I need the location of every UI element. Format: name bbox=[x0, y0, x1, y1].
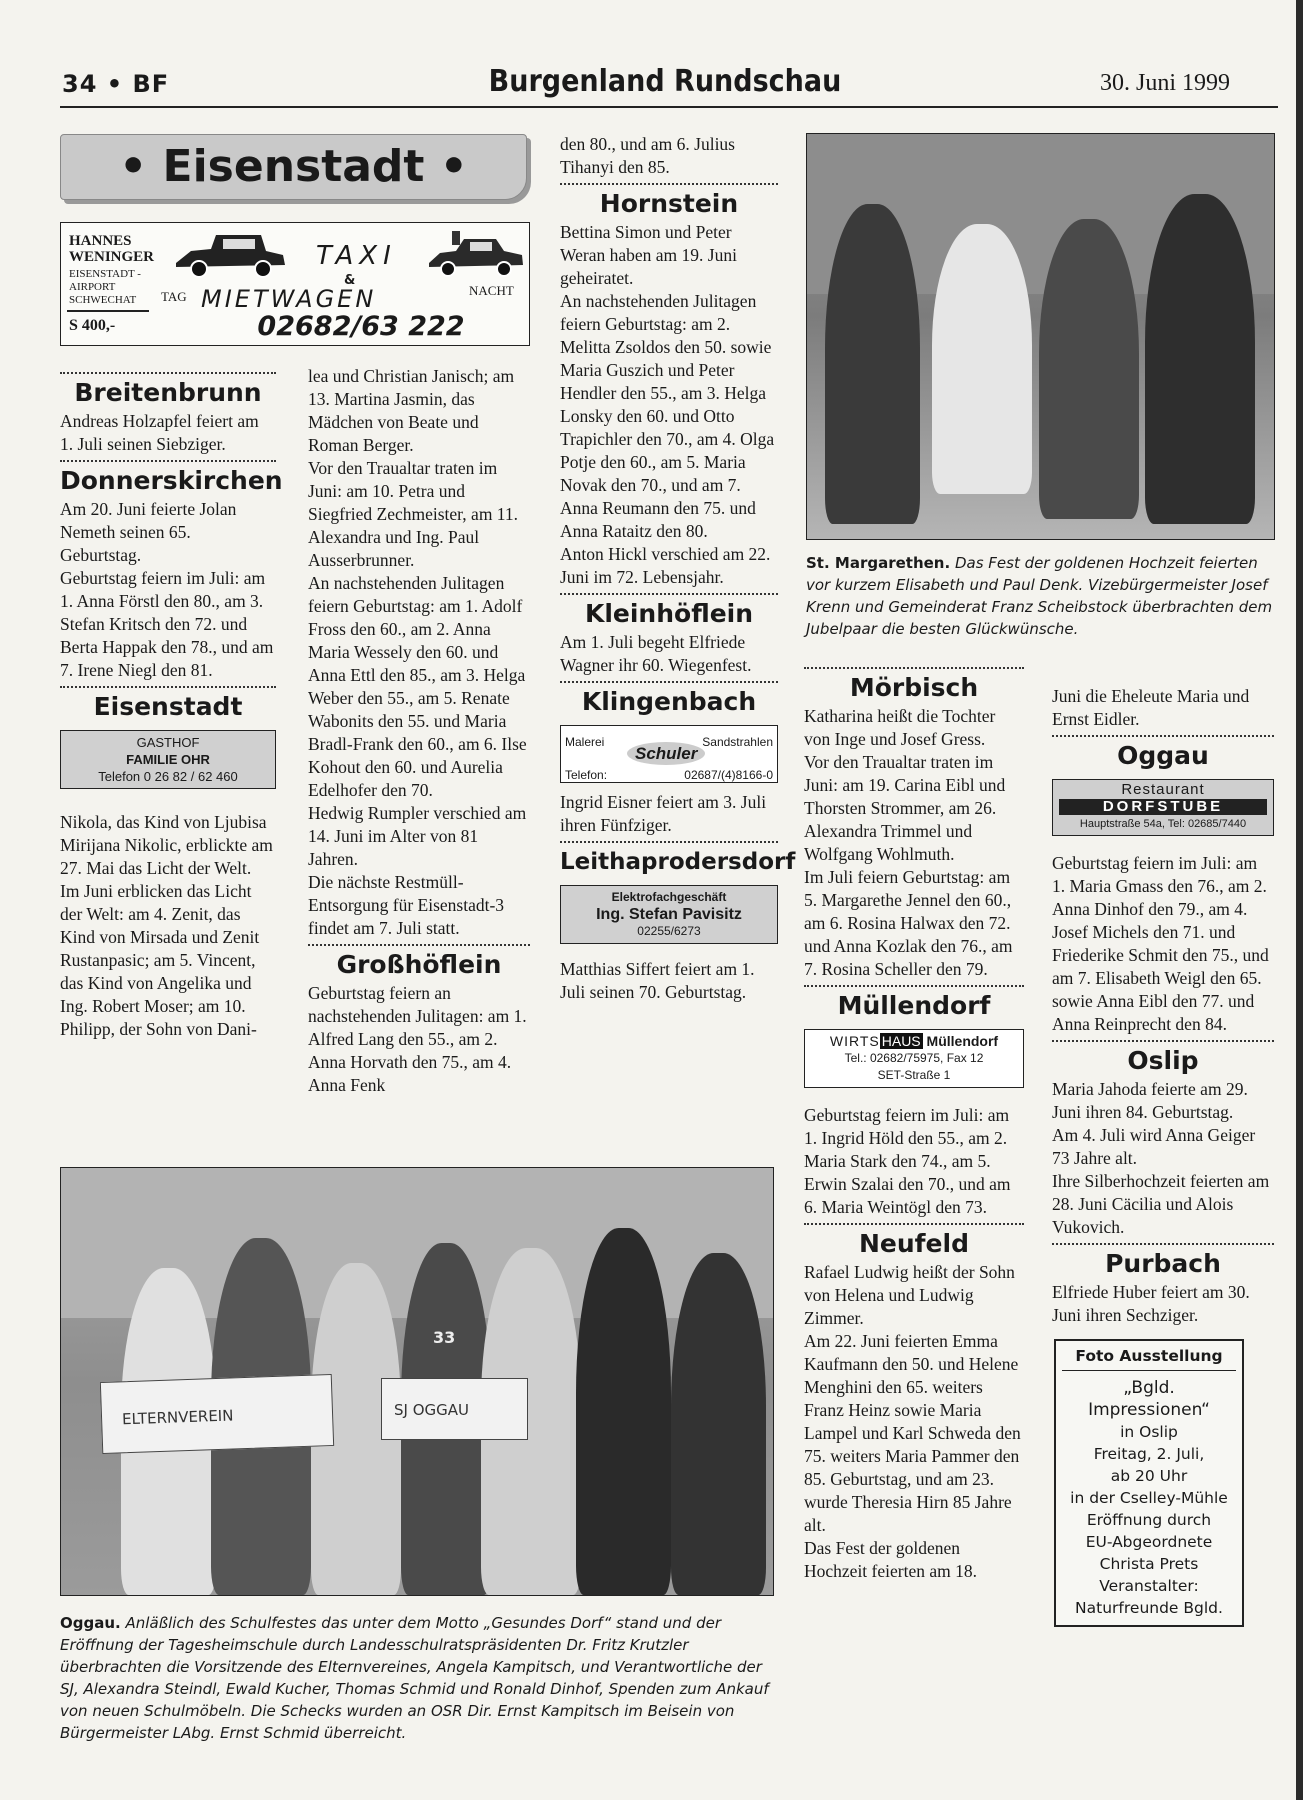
heading-kleinhoeflein: Kleinhöflein bbox=[584, 599, 754, 628]
ad-text: Sandstrahlen bbox=[702, 735, 773, 749]
divider bbox=[804, 985, 1024, 987]
exhibition-line: Eröffnung durch bbox=[1086, 1511, 1212, 1529]
column-3 bbox=[560, 133, 796, 1004]
exhibition-line: EU-Abgeordnete bbox=[1085, 1533, 1213, 1551]
heading-purbach: Purbach bbox=[1105, 1249, 1221, 1278]
text-block: Geburtstag feiern an nachstehenden Julitagen: am 1. Alfred Lang den 55., am 2. Anna Horvath den 75., am 4. Anna Fenk bbox=[308, 983, 527, 1095]
text-block: Maria Jahoda feierte am 29. Juni ihren 84. Geburtstag. bbox=[1052, 1079, 1248, 1122]
text-block: Geburtstag feiern im Juli: am 1. Ingrid Höld den 55., am 2. Maria Stark den 74., am 5. Erwin Szalai den 70., und am 6. Maria Weintögl den 73. bbox=[804, 1105, 1011, 1217]
divider bbox=[60, 686, 276, 688]
text-block: Am 1. Juli begeht Elfriede Wagner ihr 60. Wiegenfest. bbox=[560, 632, 752, 675]
divider bbox=[804, 667, 1024, 669]
text-block: Anton Hickl verschied am 22. Juni im 72. Lebensjahr. bbox=[560, 544, 771, 587]
text-block: Bettina Simon und Peter Weran haben am 19. Juni geheiratet. bbox=[560, 222, 737, 288]
divider bbox=[60, 460, 276, 462]
caption-place: Oggau. bbox=[60, 1614, 121, 1632]
divider bbox=[1052, 1243, 1274, 1245]
exhibition-line: Freitag, 2. Juli, bbox=[1093, 1445, 1205, 1463]
vintage-car-icon bbox=[171, 229, 291, 279]
ad-logo-text: Schuler bbox=[627, 742, 705, 765]
text-block: Matthias Siffert feiert am 1. Juli seinen 70. Geburtstag. bbox=[560, 959, 755, 1002]
person-figure bbox=[576, 1228, 671, 1595]
taxi-ad-name1: HANNES bbox=[69, 233, 132, 249]
text-block: Im Juni erblicken das Licht der Welt: am 4. Zenit, das Kind von Mirsada und Zenit Rustanpasic; am 5. Vincent, das Kind von Angelika und Ing. Robert Moser; am 10. Philipp, der Sohn von Dani- bbox=[60, 881, 260, 1039]
divider bbox=[804, 1223, 1024, 1225]
exhibition-box bbox=[1054, 1339, 1244, 1627]
text-block: Nikola, das Kind von Ljubisa Mirijana Nikolic, erblickte am 27. Mai das Licht der Welt. bbox=[60, 812, 273, 878]
divider bbox=[560, 681, 778, 683]
ad-line: SET-Straße 1 bbox=[877, 1068, 951, 1082]
heading-oggau: Oggau bbox=[1117, 741, 1209, 770]
caption-golden-wedding bbox=[806, 552, 1276, 640]
text-block: Elfriede Huber feiert am 30. Juni ihren Sechziger. bbox=[1052, 1282, 1250, 1325]
exhibition-line: in Oslip bbox=[1120, 1423, 1178, 1441]
taxi-ad-place2: AIRPORT bbox=[69, 281, 116, 293]
column-1 bbox=[60, 368, 283, 1041]
divider bbox=[60, 372, 276, 374]
text-block: Die nächste Restmüll-Entsorgung für Eisenstadt-3 findet am 7. Juli statt. bbox=[308, 872, 505, 938]
banner-title: • Eisenstadt • bbox=[119, 141, 468, 192]
caption-text: Anläßlich des Schulfestes das unter dem Motto „Gesundes Dorf“ stand und der Eröffnung der Tagesheimschule durch Landesschulratspräsidenten Dr. Fritz Krutzler überbrachten die Vorsitzende des Elternvereines, Angela Kampitsch, und Verantwortliche der SJ, Alexandra Steindl, Ewald Kucher, Thomas Schmid und Ronald Dinhof, Spenden zum Ankauf von neuen Schulmöbeln. Die Schecks wurden an OSR Dir. Ernst Kampitsch im Beisein von Bürgermeister LAbg. Ernst Schmid überreicht. bbox=[60, 1614, 769, 1742]
heading-muellendorf: Müllendorf bbox=[837, 991, 991, 1020]
text-block: Das Fest der goldenen Hochzeit feierten am 18. bbox=[804, 1538, 977, 1581]
check-text: SJ OGGAU bbox=[394, 1401, 470, 1419]
text-block: Vor den Traualtar traten im Juni: am 19. Carina Eibl und Thorsten Strommer, am 26. Alexandra Trimmel und Wolfgang Wohlmuth. bbox=[804, 752, 1006, 864]
text-block: Am 22. Juni feierten Emma Kaufmann den 50. und Helene Menghini den 65. weiters Franz Heinz sowie Maria Lampel und Karl Schweda den 75. weiters Maria Pammer den 85. Geburtstag, und am 23. wurde Theresia Hirn 85 Jahre alt. bbox=[804, 1331, 1021, 1535]
taxi-ad-tag: TAG bbox=[161, 289, 187, 304]
heading-leithaprodersdorf: Leithaprodersdorf bbox=[560, 849, 796, 875]
text-block: Ihre Silberhochzeit feierten am 28. Juni Cäcilia und Alois Vukovich. bbox=[1052, 1171, 1270, 1237]
exhibition-line: „Bgld. bbox=[1123, 1378, 1175, 1398]
person-figure bbox=[671, 1253, 766, 1595]
exhibition-line: ab 20 Uhr bbox=[1110, 1467, 1188, 1485]
text-block: An nachstehenden Julitagen feiern Geburtstag: am 2. Melitta Zsoldos den 50. sowie Maria Guszich und Peter Hendler den 55., am 3. Helga Lonsky den 60. und Otto Trapichler den 70., am 4. Olga Potje den 60., am 5. Maria Novak den 70., und am 7. Anna Reumann den 75. und Anna Rataitz den 80. bbox=[560, 291, 775, 541]
ad-gasthof-ohr bbox=[60, 730, 276, 789]
taxi-ad-divider bbox=[67, 310, 149, 312]
text-block: Hedwig Rumpler verschied am 14. Juni im Alter von 81 Jahren. bbox=[308, 803, 527, 869]
taxi-ad-phone: 02682/63 222 bbox=[257, 311, 465, 342]
page-number: 34 • BF bbox=[62, 70, 170, 98]
taxi-ad-amp: & bbox=[344, 273, 356, 288]
divider bbox=[560, 841, 778, 843]
heading-hornstein: Hornstein bbox=[599, 189, 739, 218]
exhibition-line: Christa Prets bbox=[1099, 1555, 1199, 1573]
shirt-number: 33 bbox=[433, 1328, 456, 1347]
ad-line: GASTHOF bbox=[136, 735, 200, 750]
ad-line: Tel.: 02682/75975, Fax 12 bbox=[844, 1051, 984, 1065]
photo-golden-wedding bbox=[806, 133, 1275, 540]
divider bbox=[560, 593, 778, 595]
text-block: Katharina heißt die Tochter von Inge und Josef Gress. bbox=[804, 706, 996, 749]
ad-wirtshaus-muellendorf bbox=[804, 1029, 1024, 1088]
caption-place: St. Margarethen. bbox=[806, 554, 951, 572]
heading-eisenstadt: Eisenstadt bbox=[93, 692, 243, 721]
divider bbox=[560, 183, 778, 185]
check-text: ELTERNVEREIN bbox=[121, 1406, 234, 1429]
ad-text: WIRTS bbox=[829, 1033, 880, 1049]
text-block: Im Juli feiern Geburtstag: am 5. Margarethe Jennel den 60., am 6. Rosina Halwax den 72. und Anna Kozlak den 76., am 7. Rosina Scheller den 79. bbox=[804, 867, 1013, 979]
heading-breitenbrunn: Breitenbrunn bbox=[74, 378, 262, 407]
ad-line: Ing. Stefan Pavisitz bbox=[596, 906, 742, 923]
column-2 bbox=[308, 365, 530, 1097]
heading-donnerskirchen: Donnerskirchen bbox=[60, 466, 283, 495]
caption-oggau bbox=[60, 1612, 775, 1744]
taxi-ad-place3: SCHWECHAT bbox=[69, 294, 137, 306]
ad-line bbox=[805, 1033, 1023, 1050]
ad-line: DORFSTUBE bbox=[1059, 799, 1267, 815]
ad-line: FAMILIE OHR bbox=[126, 752, 210, 767]
text-block: Geburtstag feiern im Juli: am 1. Maria Gmass den 76., am 2. Anna Dinhof den 79., am 4. Josef Michels den 71. und Friederike Schmit den 75., und am 7. Elisabeth Weigl den 65. sowie Anna Eibl den 77. und Anna Reinprecht den 84. bbox=[1052, 853, 1269, 1034]
ad-malerei-schuler bbox=[560, 725, 778, 783]
taxi-ad-mietwagen: MIETWAGEN bbox=[201, 285, 377, 313]
exhibition-line: Naturfreunde Bgld. bbox=[1075, 1599, 1223, 1617]
exhibition-line: in der Cselley-Mühle bbox=[1070, 1489, 1228, 1507]
newspaper-title: Burgenland Rundschau bbox=[488, 64, 842, 99]
person-figure bbox=[932, 224, 1032, 494]
text-block: Rafael Ludwig heißt der Sohn von Helena und Ludwig Zimmer. bbox=[804, 1262, 1015, 1328]
limousine-icon bbox=[426, 229, 526, 279]
ad-text: Telefon: bbox=[565, 768, 608, 782]
taxi-ad-name2: WENINGER bbox=[69, 249, 155, 265]
taxi-ad-taxi: TAXI bbox=[316, 241, 397, 271]
ad-line: Hauptstraße 54a, Tel: 02685/7440 bbox=[1079, 818, 1247, 830]
page-edge bbox=[1296, 0, 1303, 1800]
text-block: Ingrid Eisner feiert am 3. Juli ihren Fünfziger. bbox=[560, 792, 767, 835]
ad-dorfstube bbox=[1052, 779, 1274, 836]
person-figure bbox=[1039, 219, 1139, 519]
ad-text: Malerei bbox=[565, 735, 605, 749]
heading-moerbisch: Mörbisch bbox=[849, 673, 979, 702]
ad-line: Restaurant bbox=[1121, 781, 1205, 798]
divider bbox=[1052, 1040, 1274, 1042]
divider bbox=[1052, 735, 1274, 737]
ad-text: HAUS bbox=[881, 1033, 921, 1049]
text-block: Andreas Holzapfel feiert am 1. Juli seinen Siebziger. bbox=[60, 411, 259, 454]
exhibition-title: Foto Ausstellung bbox=[1062, 1345, 1236, 1371]
column-4 bbox=[804, 663, 1024, 1583]
text-block: Am 4. Juli wird Anna Geiger 73 Jahre alt. bbox=[1052, 1125, 1256, 1168]
exhibition-line: Impressionen“ bbox=[1088, 1400, 1210, 1420]
ad-line: Telefon 0 26 82 / 62 460 bbox=[98, 769, 238, 784]
ad-text: 02687/(4)8166-0 bbox=[684, 768, 773, 782]
taxi-ad-nacht: NACHT bbox=[469, 283, 514, 298]
text-block: Vor den Traualtar traten im Juni: am 10. Petra und Siegfried Zechmeister, am 11. Alexandra und Ing. Paul Ausserbrunner. bbox=[308, 458, 519, 570]
heading-neufeld: Neufeld bbox=[859, 1229, 969, 1258]
taxi-ad-place1: EISENSTADT - bbox=[69, 268, 141, 280]
header-rule bbox=[60, 106, 1278, 108]
heading-klingenbach: Klingenbach bbox=[581, 687, 757, 716]
text-block: An nachstehenden Julitagen feiern Geburtstag: am 1. Adolf Fross den 60., am 2. Anna Maria Wessely den 60. und Anna Ettl den 85., am 3. Helga Weber den 55., am 5. Renate Wabonits den 55. und Maria Bradl-Frank den 60., am 6. Ilse Kohout den 60. und Aurelia Edelhofer den 70. bbox=[308, 573, 527, 800]
taxi-ad-price: S 400,- bbox=[69, 317, 116, 334]
heading-oslip: Oslip bbox=[1127, 1046, 1199, 1075]
ad-line: Elektrofachgeschäft bbox=[611, 890, 727, 904]
heading-grosshoeflein: Großhöflein bbox=[336, 950, 502, 979]
person-figure bbox=[825, 204, 920, 524]
ad-line: 02255/6273 bbox=[637, 924, 701, 938]
check-sj-oggau bbox=[381, 1378, 528, 1440]
text-block: Am 20. Juni feierte Jolan Nemeth seinen 65. Geburtstag. bbox=[60, 499, 237, 565]
text-block: den 80., und am 6. Julius Tihanyi den 85. bbox=[560, 134, 735, 177]
caption-text: Das Fest der goldenen Hochzeit feierten vor kurzem Elisabeth und Paul Denk. Vizebürgermeister Josef Krenn und Gemeinderat Franz Scheibstock überbrachten dem Jubelpaar die besten Glückwünsche. bbox=[806, 554, 1273, 638]
exhibition-line: Veranstalter: bbox=[1099, 1577, 1199, 1595]
ad-pavisitz bbox=[560, 885, 778, 944]
text-block: lea und Christian Janisch; am 13. Martina Jasmin, das Mädchen von Beate und Roman Berger. bbox=[308, 366, 515, 455]
section-banner bbox=[60, 134, 527, 200]
divider bbox=[308, 944, 530, 946]
photo-oggau-checks bbox=[60, 1167, 774, 1596]
check-elternverein bbox=[100, 1374, 334, 1454]
text-block: Geburtstag feiern im Juli: am 1. Anna Förstl den 80., am 3. Stefan Kritsch den 72. und Berta Happak den 78., und am 7. Irene Niegl den 81. bbox=[60, 568, 274, 680]
issue-date: 30. Juni 1999 bbox=[1100, 70, 1231, 96]
text-block: Juni die Eheleute Maria und Ernst Eidler. bbox=[1052, 686, 1250, 729]
person-figure bbox=[1145, 194, 1255, 524]
column-5 bbox=[1052, 685, 1274, 1627]
taxi-ad bbox=[60, 222, 530, 346]
ad-text: Müllendorf bbox=[926, 1033, 999, 1049]
